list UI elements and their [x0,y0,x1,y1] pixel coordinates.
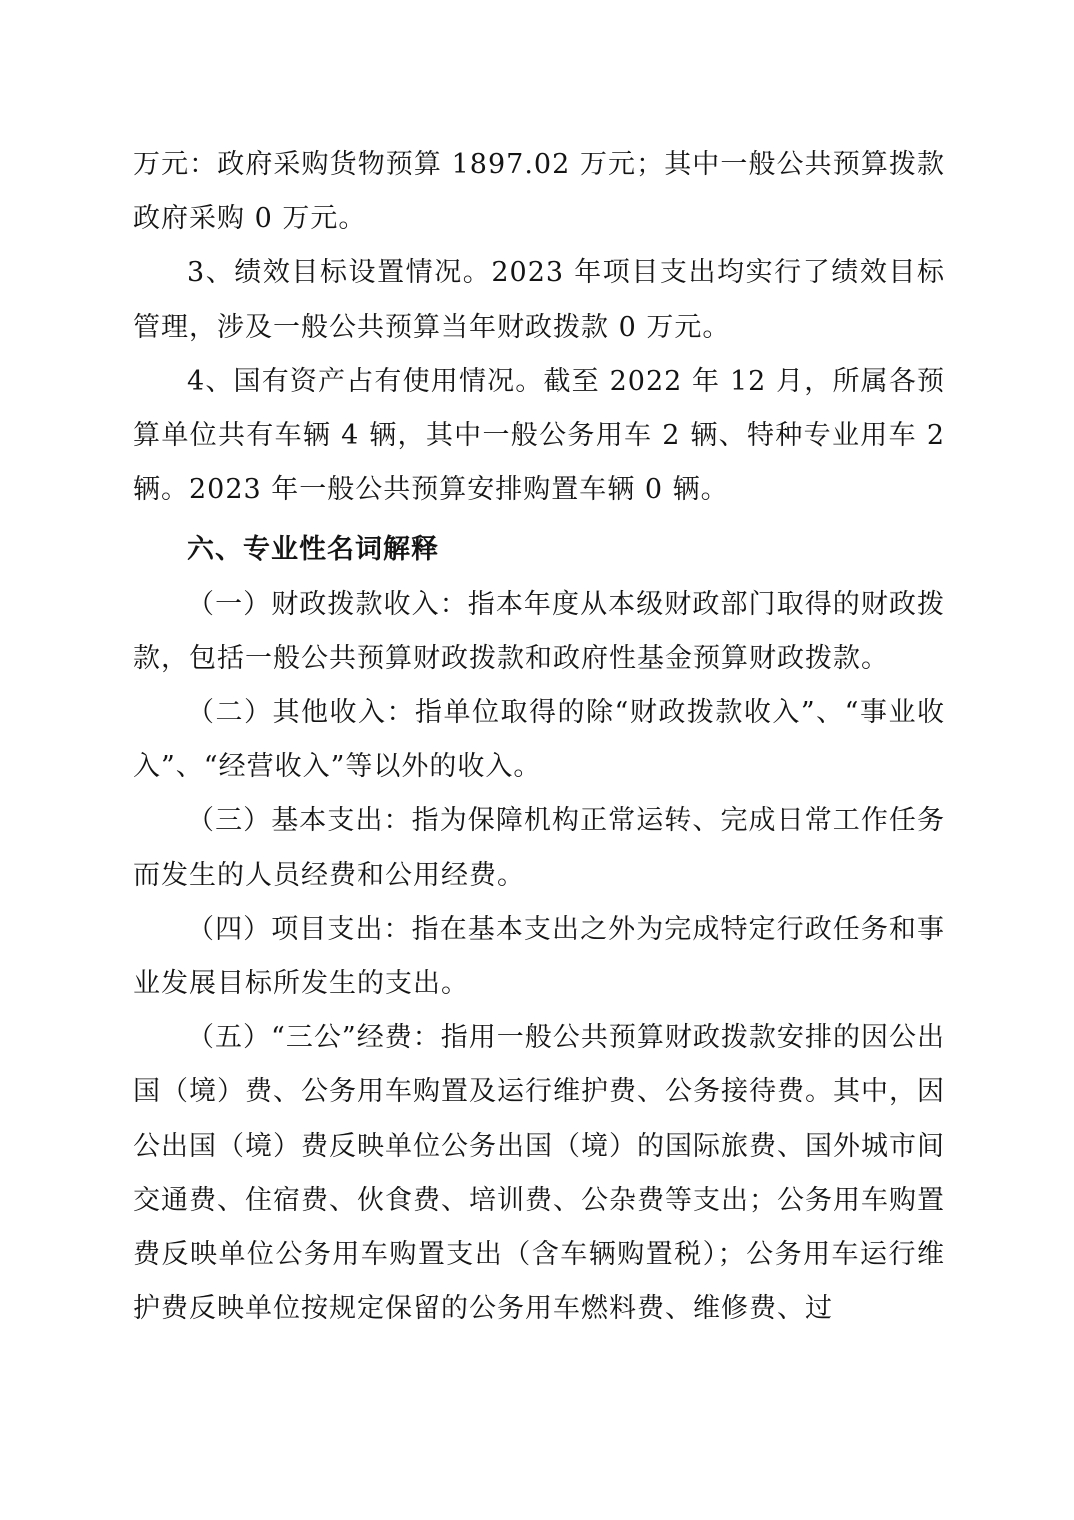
paragraph-term-other-income: （二）其他收入：指单位取得的除“财政拨款收入”、“事业收入”、“经营收入”等以外的收入。 [133,697,945,783]
paragraph-procurement: 万元：政府采购货物预算 1897.02 万元；其中一般公共预算拨款政府采购 0 万元。 [133,149,945,235]
section-heading-terms: 六、专业性名词解释 [187,534,439,566]
paragraph-state-assets: 4、国有资产占有使用情况。截至 2022 年 12 月，所属各预算单位共有车辆 4 辆，其中一般公务用车 2 辆、特种专业用车 2 辆。2023 年一般公共预算安排购置车辆 0 辆。 [133,365,945,506]
document-body [133,138,945,1336]
paragraph-term-fiscal-income: （一）财政拨款收入：指本年度从本级财政部门取得的财政拨款，包括一般公共预算财政拨款和政府性基金预算财政拨款。 [133,588,945,674]
paragraph-term-three-public: （五）“三公”经费：指用一般公共预算财政拨款安排的因公出国（境）费、公务用车购置及运行维护费、公务接待费。其中，因公出国（境）费反映单位公务出国（境）的国际旅费、国外城市间交通费、住宿费、伙食费、培训费、公杂费等支出；公务用车购置费反映单位公务用车购置支出（含车辆购置税）；公务用车运行维护费反映单位按规定保留的公务用车燃料费、维修费、过 [133,1022,945,1325]
paragraph-term-project-expenditure: （四）项目支出：指在基本支出之外为完成特定行政任务和事业发展目标所发生的支出。 [133,913,945,1000]
paragraph-term-basic-expenditure: （三）基本支出：指为保障机构正常运转、完成日常工作任务而发生的人员经费和公用经费。 [133,805,945,891]
paragraph-performance-goals: 3、绩效目标设置情况。2023 年项目支出均实行了绩效目标管理，涉及一般公共预算当年财政拨款 0 万元。 [133,257,945,343]
